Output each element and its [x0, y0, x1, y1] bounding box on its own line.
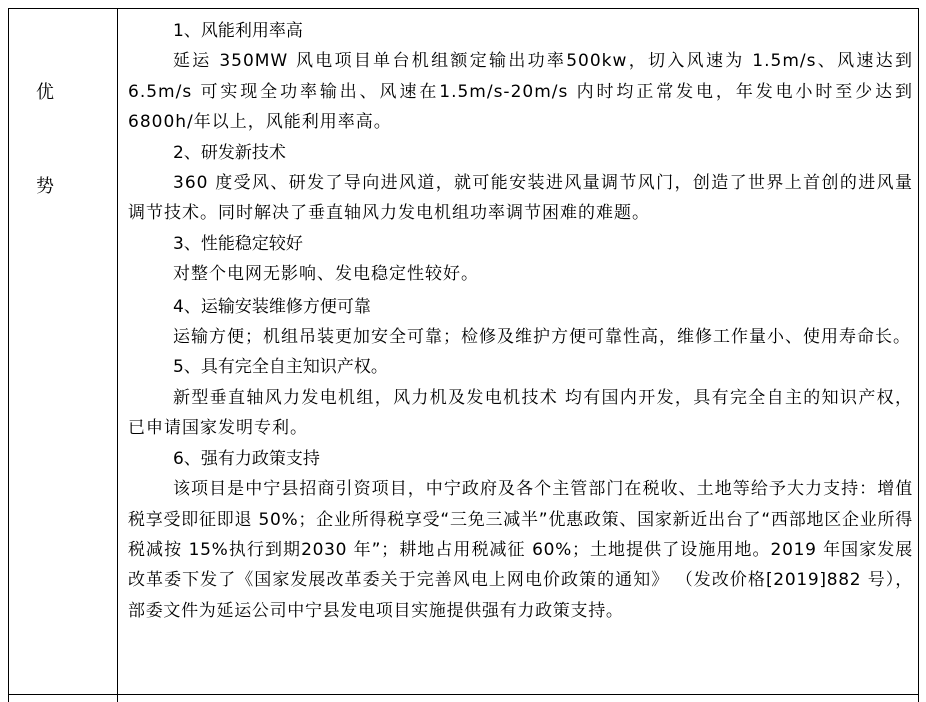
table-column-divider [117, 8, 118, 702]
section-4-heading: 4、运输安装维修方便可靠 [173, 296, 371, 317]
section-2-heading: 2、研发新技术 [173, 142, 286, 163]
section-1-body: 延运 350MW 风电项目单台机组额定输出功率500kw，切入风速为 1.5m/s、风速达到6.5m/s 可实现全功率输出、风速在1.5m/s-20m/s 内时均正常发电，年发电小时至少达到 6800h/年以上，风能利用率高。 [128, 51, 913, 133]
section-2-body: 360 度受风、研发了导向进风道，就可能安装进风量调节风门，创造了世界上首创的进风量调节技术。同时解决了垂直轴风力发电机组功率调节困难的难题。 [128, 173, 913, 224]
section-3-body: 对整个电网无影响、发电稳定性较好。 [173, 264, 479, 285]
table-row-divider [8, 694, 918, 695]
table-top-border [8, 8, 918, 9]
row-label-char-2: 势 [36, 176, 54, 197]
section-1-heading: 1、风能利用率高 [173, 21, 303, 41]
section-3-heading: 3、性能稳定较好 [173, 233, 303, 254]
section-6-heading: 6、强有力政策支持 [173, 448, 320, 469]
section-6-body: 该项目是中宁县招商引资项目，中宁政府及各个主管部门在税收、土地等给予大力支持：增值税享受即征即退 50%；企业所得税享受“三免三减半”优惠政策、国家新近出台了“西部地区企业所得税减按 15%执行到期2030 年”；耕地占用税减征 60%；土地提供了设施用地。2019 年国家发展改革委下发了《国家发展改革委关于完善风电上网电价政策的通知》 （发改价格[2019]882 号），部委文件为延运公司中宁县发电项目实施提供强有力政策支持。 [128, 479, 913, 621]
row-label-char-1: 优 [36, 82, 54, 103]
table-left-border [8, 8, 9, 702]
table-right-border [918, 8, 919, 702]
section-4-body: 运输方便；机组吊装更加安全可靠；检修及维护方便可靠性高，维修工作量小、使用寿命长。 [173, 327, 911, 348]
section-5-heading: 5、具有完全自主知识产权。 [173, 357, 388, 378]
section-5-body: 新型垂直轴风力发电机组，风力机及发电机技术 均有国内开发，具有完全自主的知识产权， 已申请国家发明专利。 [128, 387, 913, 439]
advantages-content [128, 16, 913, 626]
